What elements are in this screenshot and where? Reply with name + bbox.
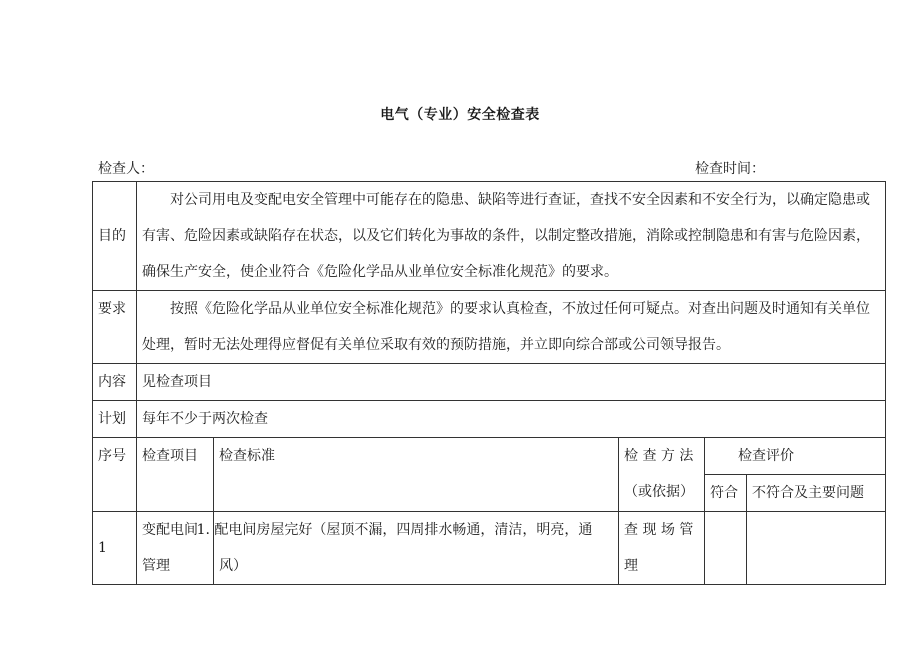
purpose-text: 对公司用电及变配电安全管理中可能存在的隐患、缺陷等进行查证，查找不安全因素和不安全行为，以确定隐患或有害、危险因素或缺陷存在状态，以及它们转化为事故的条件，以制定整改措施，消除或控制隐患和有害与危险因素，确保生产安全，使企业符合《危险化学品从业单位安全标准化规范》的要求。: [137, 182, 886, 291]
plan-label: 计划: [93, 401, 137, 438]
table-row: [93, 512, 886, 585]
inspection-time-label: 检查时间：: [695, 161, 765, 177]
row-conform[interactable]: [705, 512, 747, 585]
header-standard: 检查标准: [214, 438, 619, 512]
header-conform: 符合: [705, 475, 747, 512]
content-row: [93, 364, 886, 401]
plan-row: [93, 401, 886, 438]
safety-check-table: [92, 181, 886, 585]
content-label: 内容: [93, 364, 137, 401]
purpose-row: [93, 182, 886, 291]
inspector-label: 检查人：: [98, 161, 154, 177]
header-row-top: [93, 438, 886, 475]
purpose-label: 目的: [93, 182, 137, 291]
header-evaluation: 检查评价: [705, 438, 886, 475]
row-seq: 1: [93, 512, 137, 585]
header-seq: 序号: [93, 438, 137, 512]
header-method-line1: 检 查 方 法: [624, 448, 694, 464]
header-nonconform: 不符合及主要问题: [747, 475, 886, 512]
row-item: 变配电间管理: [137, 512, 214, 585]
page-title: 电气（专业）安全检查表: [380, 107, 540, 123]
row-method: 查 现 场 管 理: [619, 512, 705, 585]
requirement-row: [93, 291, 886, 364]
row-standard: 1. 配电间房屋完好（屋顶不漏，四周排水畅通，清洁，明亮，通风）: [214, 512, 619, 585]
plan-text: 每年不少于两次检查: [137, 401, 886, 438]
requirement-text: 按照《危险化学品从业单位安全标准化规范》的要求认真检查，不放过任何可疑点。对查出问题及时通知有关单位处理，暂时无法处理得应督促有关单位采取有效的预防措施，并立即向综合部或公司领导报告。: [137, 291, 886, 364]
requirement-label: 要求: [93, 291, 137, 364]
row-nonconform[interactable]: [747, 512, 886, 585]
content-text: 见检查项目: [137, 364, 886, 401]
header-method: [619, 438, 705, 512]
header-item: 检查项目: [137, 438, 214, 512]
header-method-line2: （或依据）: [624, 484, 694, 500]
